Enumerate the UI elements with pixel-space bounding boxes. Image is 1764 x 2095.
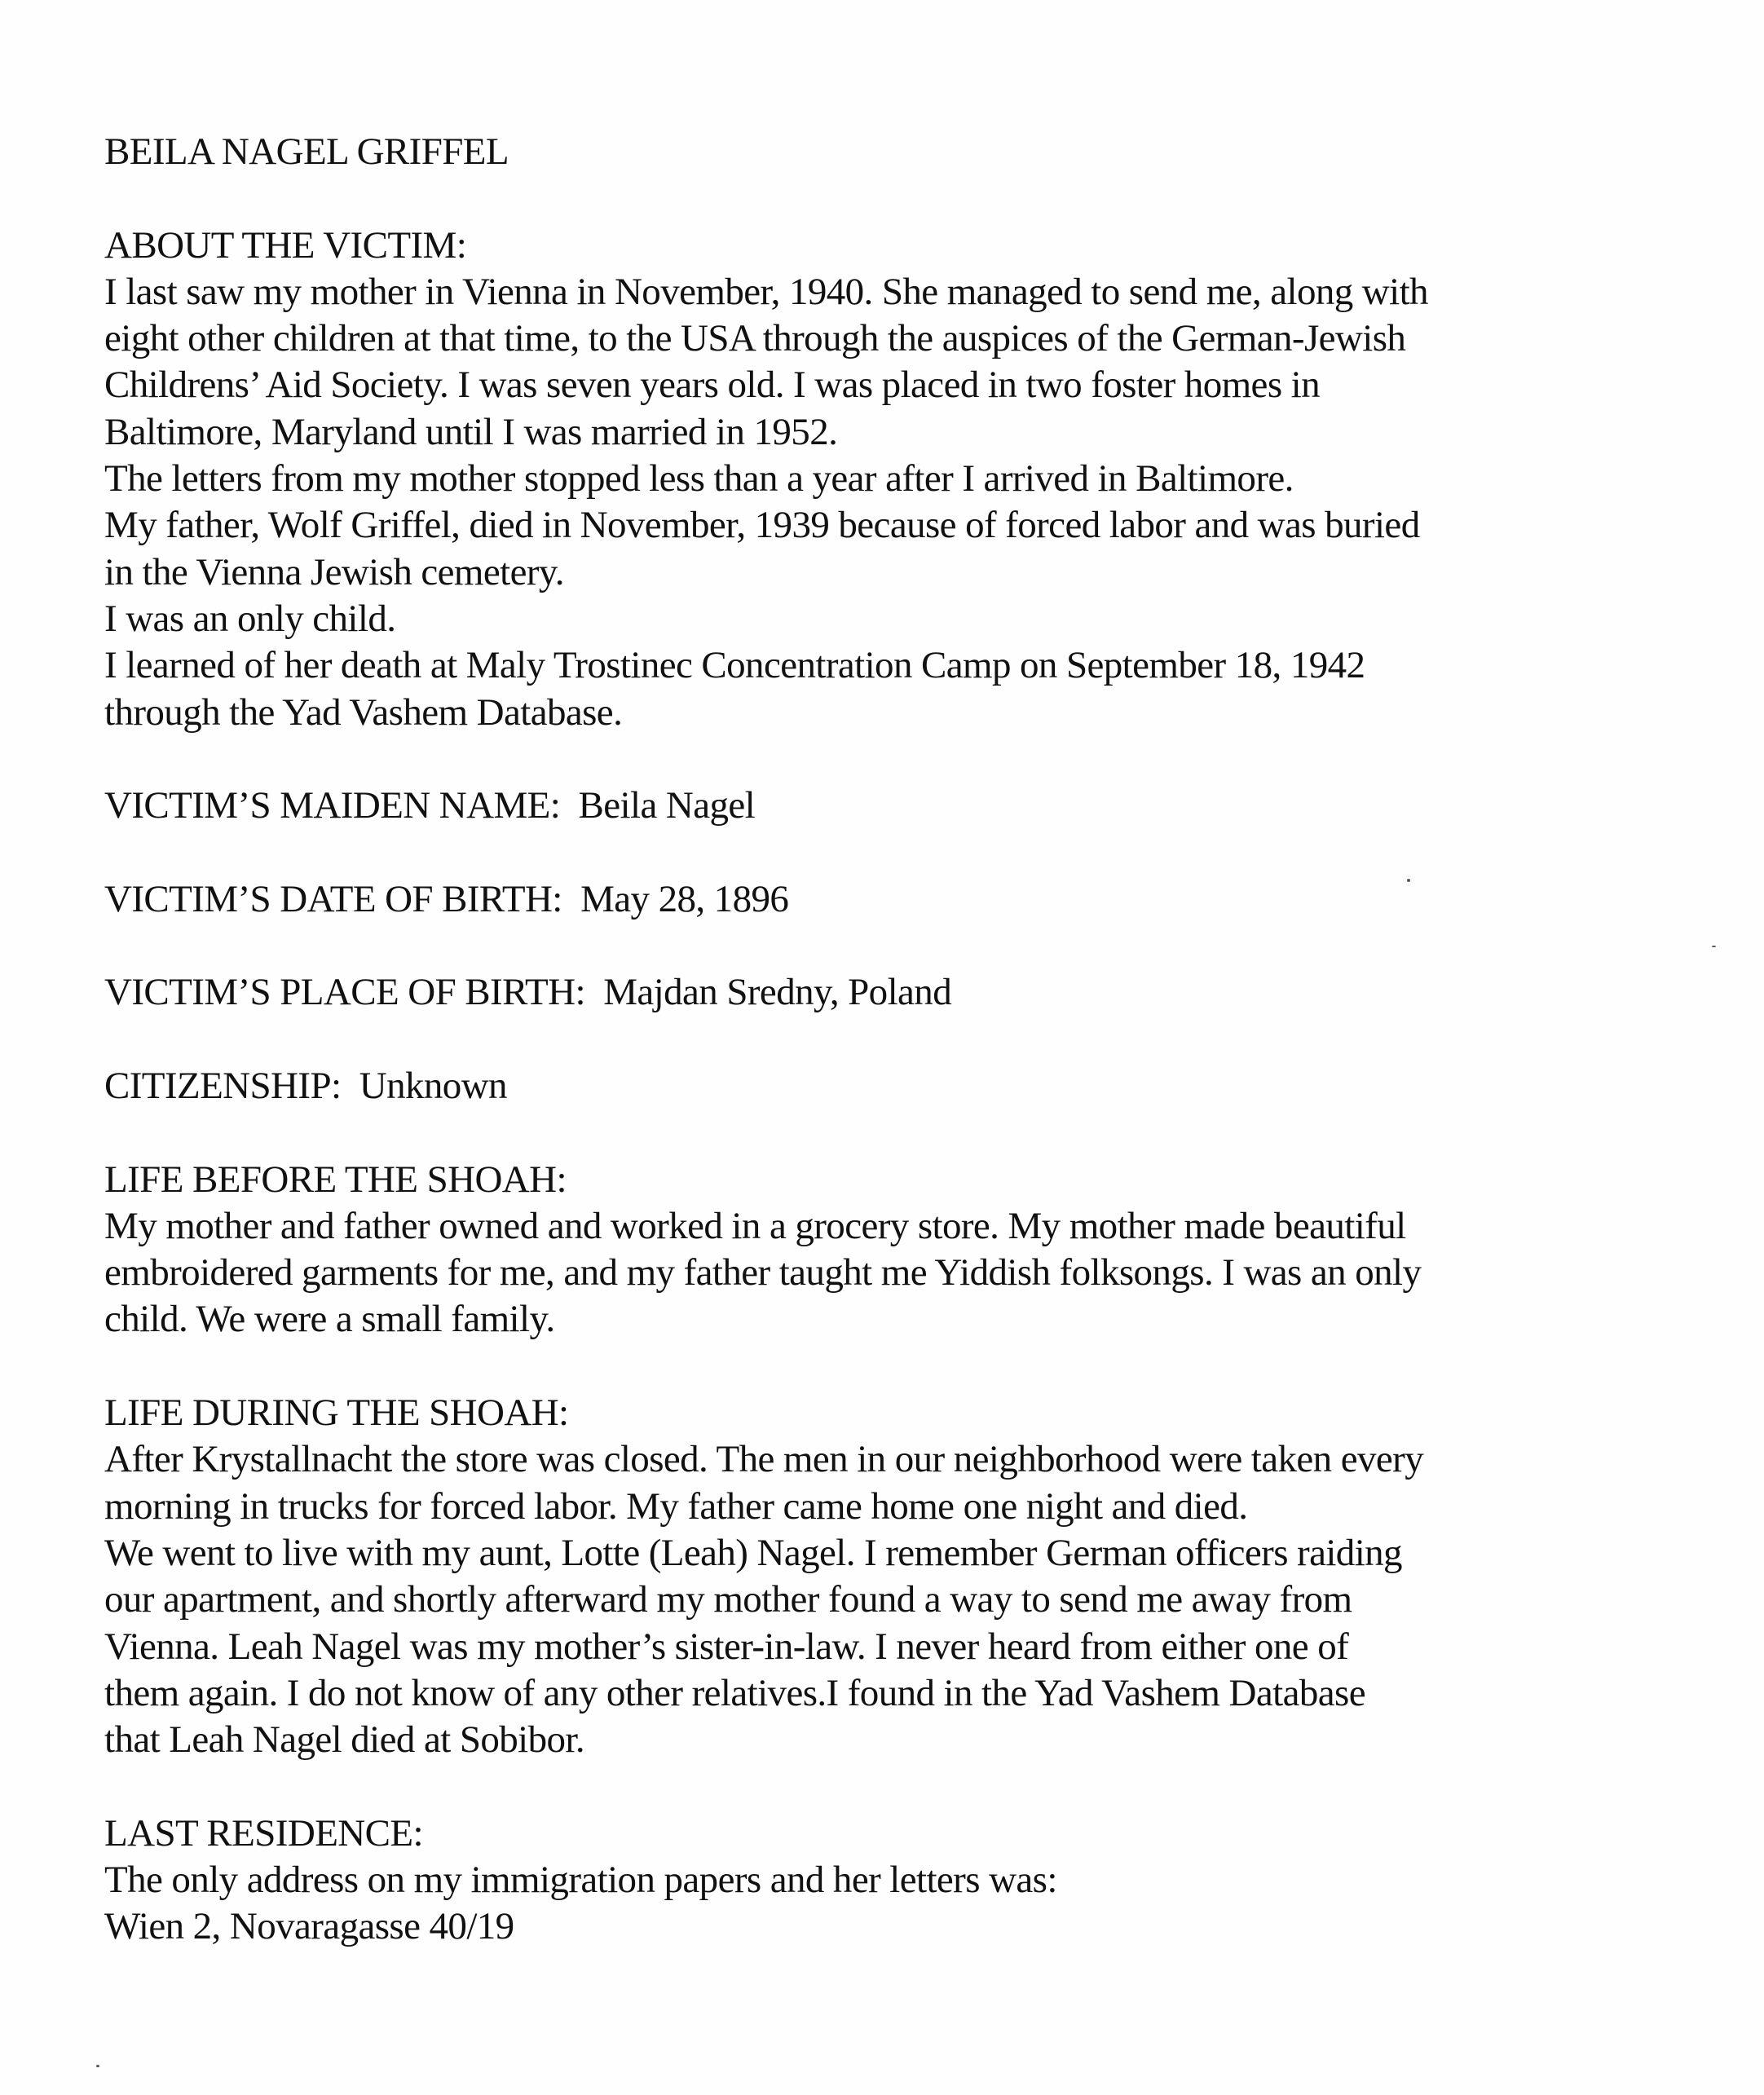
- about-line: in the Vienna Jewish cemetery.: [104, 550, 564, 593]
- about-line: eight other children at that time, to the USA through the auspices of the German-Jewish: [104, 317, 1406, 360]
- last-residence-section: [104, 1811, 1718, 1951]
- spacer: [104, 1109, 1718, 1156]
- about-line: through the Yad Vashem Database.: [104, 690, 623, 734]
- life-during-section: [104, 1390, 1718, 1763]
- date-of-birth-value: May 28, 1896: [580, 877, 789, 920]
- about-line: I was an only child.: [104, 597, 396, 640]
- citizenship-label: CITIZENSHIP:: [104, 1064, 342, 1107]
- document-body: [104, 129, 1718, 1951]
- spacer: [104, 736, 1718, 783]
- name-heading: BEILA NAGEL GRIFFEL: [104, 130, 509, 173]
- place-of-birth-value: Majdan Sredny, Poland: [603, 971, 952, 1014]
- about-line: Childrens’ Aid Society. I was seven years old. I was placed in two foster homes in: [104, 364, 1321, 407]
- maiden-name-label: VICTIM’S MAIDEN NAME:: [104, 784, 561, 827]
- scan-speck: [1712, 946, 1716, 947]
- life-during-line: that Leah Nagel died at Sobibor.: [104, 1718, 585, 1762]
- about-line: The letters from my mother stopped less than a year after I arrived in Baltimore.: [104, 457, 1294, 501]
- place-of-birth-field: [104, 969, 1718, 1016]
- about-line: My father, Wolf Griffel, died in November, 1939 because of forced labor and was buried: [104, 504, 1420, 547]
- life-before-line: embroidered garments for me, and my father taught me Yiddish folksongs. I was an only: [104, 1251, 1422, 1294]
- spacer: [104, 1763, 1718, 1810]
- last-residence-line: The only address on my immigration papers and her letters was:: [104, 1858, 1057, 1901]
- about-line: I last saw my mother in Vienna in November, 1940. She managed to send me, along with: [104, 270, 1428, 313]
- spacer: [104, 175, 1718, 222]
- life-during-line: Vienna. Leah Nagel was my mother’s sister-in-law. I never heard from either one of: [104, 1625, 1349, 1668]
- spacer: [104, 923, 1718, 969]
- spacer: [104, 1017, 1718, 1063]
- citizenship-field: [104, 1063, 1718, 1109]
- life-during-line: morning in trucks for forced labor. My father came home one night and died.: [104, 1484, 1248, 1528]
- about-line: I learned of her death at Maly Trostinec Concentration Camp on September 18, 1942: [104, 644, 1365, 687]
- place-of-birth-label: VICTIM’S PLACE OF BIRTH:: [104, 971, 585, 1014]
- maiden-name-value: Beila Nagel: [578, 784, 756, 827]
- date-of-birth-field: [104, 876, 1718, 923]
- life-before-line: child. We were a small family.: [104, 1298, 555, 1341]
- life-before-line: My mother and father owned and worked in a grocery store. My mother made beautiful: [104, 1204, 1406, 1247]
- life-before-section: [104, 1157, 1718, 1343]
- scan-speck: [96, 2065, 99, 2067]
- spacer: [104, 829, 1718, 875]
- date-of-birth-label: VICTIM’S DATE OF BIRTH:: [104, 877, 562, 920]
- life-during-line: our apartment, and shortly afterward my mother found a way to send me away from: [104, 1578, 1352, 1621]
- about-section: [104, 223, 1718, 736]
- life-during-line: After Krystallnacht the store was closed. The men in our neighborhood were taken every: [104, 1438, 1424, 1481]
- life-during-line: them again. I do not know of any other relatives.I found in the Yad Vashem Database: [104, 1671, 1365, 1714]
- about-heading: ABOUT THE VICTIM:: [104, 223, 467, 267]
- maiden-name-field: [104, 783, 1718, 829]
- life-during-heading: LIFE DURING THE SHOAH:: [104, 1392, 569, 1435]
- life-before-heading: LIFE BEFORE THE SHOAH:: [104, 1158, 567, 1201]
- last-residence-heading: LAST RESIDENCE:: [104, 1811, 423, 1855]
- about-line: Baltimore, Maryland until I was married in 1952.: [104, 410, 838, 453]
- scan-speck: [1407, 879, 1410, 882]
- life-during-line: We went to live with my aunt, Lotte (Leah) Nagel. I remember German officers raiding: [104, 1531, 1402, 1574]
- last-residence-address: Wien 2, Novaragasse 40/19: [104, 1905, 514, 1948]
- citizenship-value: Unknown: [359, 1064, 507, 1107]
- spacer: [104, 1343, 1718, 1390]
